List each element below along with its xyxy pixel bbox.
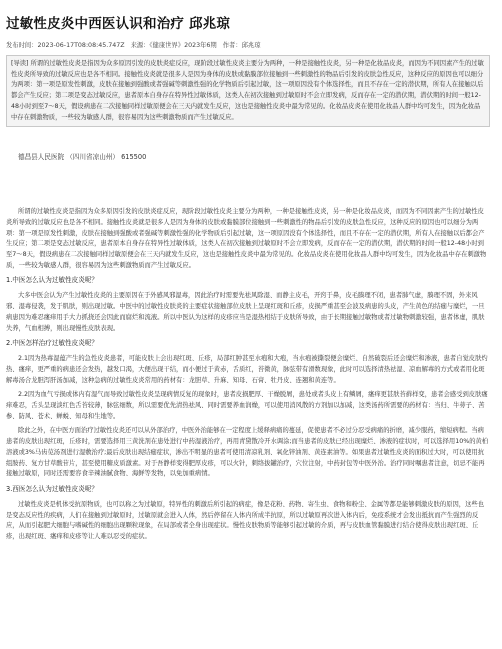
body-paragraph: 过敏性皮炎是机体受抗原物质，也可以称之为过敏原，特异性的刺激后所引起的病症，像是花粉、药物、寄生虫、食物和粉尘、金属等都是能够刺激皮肤的原因，这些也是变态反应性的疾病，人们在接触到过敏原时，过敏原就会进入人体，然后停留在人体内所成半抗原，所以过敏原再次进入体内后，免疫系统才会发出抵抗而产生强烈的反应，从而引起肥大细胞与嗜碱性的细胞出现颗粒现象，在局部或者全身出现症状。慢性皮肤物质等能够引起过敏的介质，再与皮肤血管黏膜进行结合使得皮肤出现红斑、丘疹，出现红斑、瘙痒和皮疹等让人难以忍受的症状。	[6, 500, 484, 541]
body-paragraph: 2.2因为血气亏损或体内有湿气而导致过敏性皮炎呈现病情反复的现象时，患者皮损肥厚、干燥脱屑，患处或者头皮上有鳞屑，瘙痒更甚肤苔藓样变，患者会感受到皮肤瘙痒难忍，舌头呈现淡红色舌苔较薄，脉弦细数，所以需要优先清热祛风、同时需要养血润燥，可以使用消风散的方剂加以加减，这类汤药所需要的药材有：当归、牛蒡子、苦参、防风、苍术、蝉蜕、知母和生地等。	[6, 391, 488, 420]
body-paragraph: 2.1因为热毒湿蕴产生的急性皮炎患者，可能皮肤上会出现红斑、丘疹，局部红肿甚至水疱和大疱，当水疱被撕裂便会糜烂、自然破裂后还会糜烂和渗液，患者自觉皮肤灼热、瘙痒，更严重的病患还会发热，越发口渴，大便出现干结，而小便过于黄赤，舌质红，苔微黄，脉弦带有滑数现象，此时可以选择清热祛湿、凉血解毒的方式或者用化斑解毒汤合龙胆泻肝汤加减，这种急病的过敏性皮炎常用的药材有：龙胆草、升麻、知母、石膏、牡丹皮、连翘和黄连等。	[6, 355, 488, 384]
source: 来源：《健康世界》2023年6期	[130, 42, 217, 49]
author-line: 作者：邱兆琼	[222, 42, 261, 49]
body-paragraph: 所谓的过敏性皮炎是指因为众多原因引发的皮肤炎症反应，现阶段过敏性皮炎主要分为两种，一种是接触性皮炎，另一种是化妆品皮炎，而因为不同因素产生的过敏性皮炎所导致的过敏反应也是各不相同。接触性皮炎就是很多人是因为身体的皮肤或黏膜部位接触到一些刺激性的物品后引发的皮肤急性反应，这种反应的原因也可以细分为两项：第一项是原发性刺激，皮肤在接触到强酸或者强碱等刺激性强的化学物质后引起过敏，这一项原因没有个体选择性，而且不存在一定的潜伏期，所有人在接触以后都会产生反应；第二项是变态过敏反应，患者原本自身存在特异性过敏体质，这类人在初次接触到过敏原时不会立即发病，反而存在一定的潜伏期，潜伏期的时间一般12-48小时到至7～8天，假设病患在二次接触同样过敏原便会在三天内就发生反应，这也是接触性皮炎中最为常见的。化妆品皮炎在使用化妆品人群中均可发生，因为化妆品中存在刺激物质，一些较为敏感人群，很容易因为这些刺激物质而产生过敏反应。	[6, 208, 487, 269]
article-body	[6, 207, 490, 543]
spacer	[6, 161, 490, 207]
publish-time: 发布时间：2023-06-17T08:08:45.747Z	[6, 42, 125, 49]
section-heading: 3.西医怎么认为过敏性皮炎呢？	[6, 484, 99, 493]
page-title: 过敏性皮炎中西医认识和治疗 邱兆琼	[6, 16, 231, 32]
section-heading: 2.中医怎样治疗过敏性皮炎呢？	[6, 339, 99, 348]
body-paragraph: 大多中医会认为产生过敏性皮炎的主要原因在于外感风邪湿毒，因此治疗时需要先祛风除湿、而静主皮毛，开窍于鼻，皮毛腠理不闭，患者肺气虚，腠理不固，外来风邪、湿毒侵袭，发于肌肤，则出现过敏。中医中的过敏性皮肤炎的主要症状接触部位皮肤上呈现红斑和丘疹，皮损严重甚至会波及病患的头皮，产生黄色的结痂与糜烂，一旦病患因为难忍瘙痒用手大力抓挠还会因此而腐烂和流液。所以中医认为这样的皮疹应当是湿热相结于皮肤所导致，由于长期接触过敏物或者过敏物刺激较强，患者体虚，肌肤失养，气血相搏，则出现慢性皮肤表现。	[6, 292, 485, 332]
author-affiliation: 德昌县人民医院 （四川省凉山州） 615500	[18, 153, 147, 162]
abstract-box: [导读] 所谓的过敏性皮炎是指因为众多原因引发的皮肤炎症反应，现阶段过敏性皮炎主要分为两种，一种是接触性皮炎，另一种是化妆品皮炎，而因为不同因素产生的过敏性皮炎所导致的过敏反应也是各不相同。接触性皮炎就是很多人是因为身体的皮肤或黏膜部位接触到一些刺激性的物品后引发的皮肤急性反应，这种反应的原因也可以细分为两项：第一项是原发性刺激，皮肤在接触到强酸或者强碱等刺激性强的化学物质后引起过敏，这一项原因没有个体选择性，而且不存在一定的潜伏期，所有人在接触以后都会产生反应；第二项是变态过敏反应，患者原本自身存在特异性过敏体质，这类人在初次接触到过敏原时不会立即发病，反而存在一定的潜伏期，潜伏期的时间一般12-48小时到至7～8天，假设病患在二次接触同样过敏原便会在三天内就发生反应，这也是接触性皮炎中最为常见的。化妆品皮炎在使用化妆品人群中均可发生，因为化妆品中存在刺激物质，一些较为敏感人群，很容易因为这些刺激物质而产生过敏反应。	[6, 55, 490, 127]
section-heading: 1.中医怎么认为过敏性皮炎呢？	[6, 276, 99, 285]
body-paragraph: 除此之外，在中医方面治疗过敏性皮炎还可以从外部治疗，中医外治能够在一定程度上缓释病痛的蔓延，促使患者不必过分忍受病痛的折磨，减少服药，缩短病程。当病患者的皮肤出现红斑，丘疹时，需要选择用三黄洗剂在患处进行中药湿液治疗，再用青黛散冷开水调涂;而当患者的皮肤已经出现糜烂、渗液的症状时，可以选择用10%的黄柏溶液或3%马齿苋汤剂进行湿敷治疗;最后皮肤出现结痂症状，渗出不明显的患者可使用清凉乳剂、氧化锌油剂、黄连素油等。如果患者过敏性皮炎的面积过大时，可以使用抗组胺药、复方甘草酸苷片，甚至使用糖皮质激素。对于吾静样变得肥厚皮疹，可以火针，刺络拔罐治疗，穴位注射，中药封包等中医外治。治疗同时嘱患者注意，切忌不能再接触过敏原，同时还需要容食辛辣油腻食物、海鲜等发物，以免加重病情。	[6, 427, 489, 478]
article-meta	[6, 40, 490, 49]
